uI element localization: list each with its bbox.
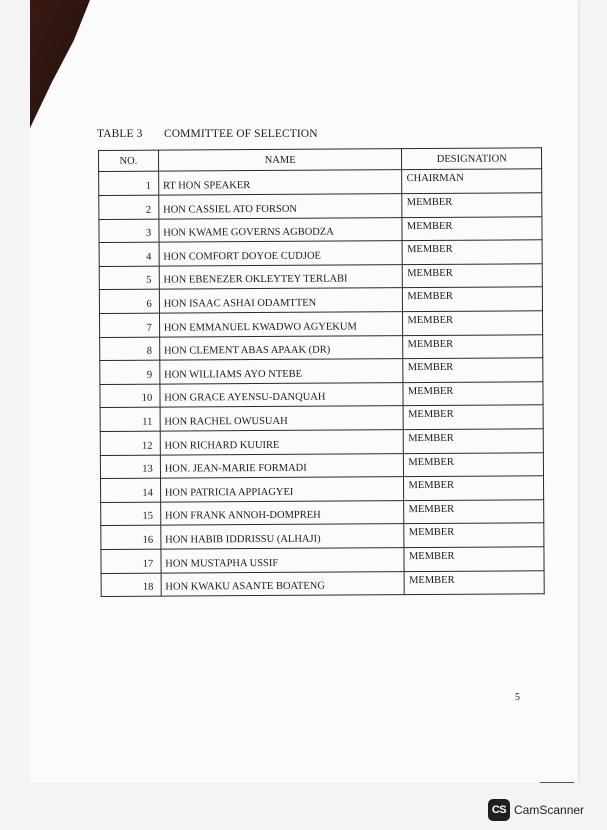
column-header-designation: DESIGNATION — [402, 148, 542, 170]
table-row — [101, 547, 544, 573]
table-row — [101, 570, 544, 596]
table-row — [99, 287, 542, 313]
member-designation: MEMBER — [404, 547, 544, 571]
member-name: HON EMMANUEL KWADWO AGYEKUM — [159, 312, 403, 337]
row-number: 10 — [100, 384, 160, 408]
corner-shadow — [30, 0, 90, 130]
table-row — [101, 500, 544, 526]
member-designation: MEMBER — [403, 287, 543, 311]
column-header-no: NO. — [99, 150, 159, 171]
member-designation: MEMBER — [404, 405, 544, 429]
table-row — [100, 405, 543, 431]
table-body — [99, 169, 545, 597]
member-designation: MEMBER — [404, 523, 544, 547]
member-name: HON ISAAC ASHAI ODAMTTEN — [159, 288, 403, 313]
table-row — [99, 311, 542, 337]
table-row — [99, 169, 542, 196]
member-name: HON CLEMENT ABAS APAAK (DR) — [159, 335, 403, 360]
member-designation: MEMBER — [405, 570, 545, 594]
camscanner-logo-icon: CS — [488, 799, 510, 821]
row-number: 9 — [100, 360, 160, 384]
table-row — [101, 476, 544, 502]
table-number: TABLE 3 — [97, 128, 143, 140]
table-row — [100, 334, 543, 360]
row-number: 6 — [99, 290, 159, 314]
row-number: 13 — [100, 455, 160, 479]
table-row — [99, 193, 542, 219]
table-row — [100, 452, 543, 478]
member-designation: MEMBER — [402, 216, 542, 240]
table-row — [100, 382, 543, 408]
table-heading — [97, 128, 318, 140]
row-number: 4 — [99, 242, 159, 266]
table-row — [99, 216, 542, 242]
table-row — [100, 429, 543, 455]
row-number: 1 — [99, 171, 159, 195]
member-designation: MEMBER — [403, 334, 543, 358]
row-number: 16 — [101, 525, 161, 549]
member-name: RT HON SPEAKER — [158, 170, 402, 195]
table-title: COMMITTEE OF SELECTION — [164, 128, 318, 140]
member-name: HON WILLIAMS AYO NTEBE — [160, 359, 404, 384]
member-name: HON GRACE AYENSU-DANQUAH — [160, 382, 404, 407]
member-name: HON MUSTAPHA USSIF — [161, 548, 405, 573]
row-number: 5 — [99, 266, 159, 290]
member-designation: MEMBER — [403, 382, 543, 406]
member-name: HON KWAME GOVERNS AGBODZA — [159, 217, 403, 242]
bottom-rule — [540, 782, 574, 783]
member-designation: MEMBER — [404, 452, 544, 476]
member-designation: MEMBER — [402, 193, 542, 217]
member-designation: MEMBER — [404, 429, 544, 453]
member-designation: MEMBER — [404, 476, 544, 500]
member-name: HON COMFORT DOYOE CUDJOE — [159, 241, 403, 266]
member-designation: MEMBER — [402, 240, 542, 264]
row-number: 7 — [99, 313, 159, 337]
member-name: HON PATRICIA APPIAGYEI — [160, 477, 404, 502]
member-name: HON RACHEL OWUSUAH — [160, 406, 404, 431]
table-row — [101, 523, 544, 549]
member-designation: MEMBER — [403, 358, 543, 382]
row-number: 14 — [101, 478, 161, 502]
member-name: HON KWAKU ASANTE BOATENG — [161, 571, 405, 596]
member-name: HON CASSIEL ATO FORSON — [159, 194, 403, 219]
member-name: HON EBENEZER OKLEYTEY TERLABI — [159, 264, 403, 289]
committee-table — [98, 147, 545, 597]
row-number: 3 — [99, 219, 159, 243]
row-number: 8 — [100, 337, 160, 361]
table-header-row — [99, 148, 542, 172]
table-row — [100, 358, 543, 384]
member-name: HON HABIB IDDRISSU (ALHAJI) — [161, 524, 405, 549]
member-name: HON RICHARD KUUIRE — [160, 430, 404, 455]
column-header-name: NAME — [158, 149, 402, 171]
row-number: 17 — [101, 549, 161, 573]
member-designation: MEMBER — [404, 500, 544, 524]
page-number: 5 — [515, 692, 520, 703]
member-designation: CHAIRMAN — [402, 169, 542, 194]
table-row — [99, 240, 542, 266]
table-row — [99, 264, 542, 290]
row-number: 12 — [100, 431, 160, 455]
row-number: 2 — [99, 195, 159, 219]
row-number: 18 — [101, 573, 161, 597]
camscanner-name: CamScanner — [514, 803, 585, 817]
camscanner-watermark — [488, 799, 584, 821]
member-name: HON. JEAN-MARIE FORMADI — [160, 453, 404, 478]
member-name: HON FRANK ANNOH-DOMPREH — [160, 500, 404, 525]
row-number: 11 — [100, 407, 160, 431]
member-designation: MEMBER — [403, 264, 543, 288]
row-number: 15 — [101, 502, 161, 526]
member-designation: MEMBER — [403, 311, 543, 335]
